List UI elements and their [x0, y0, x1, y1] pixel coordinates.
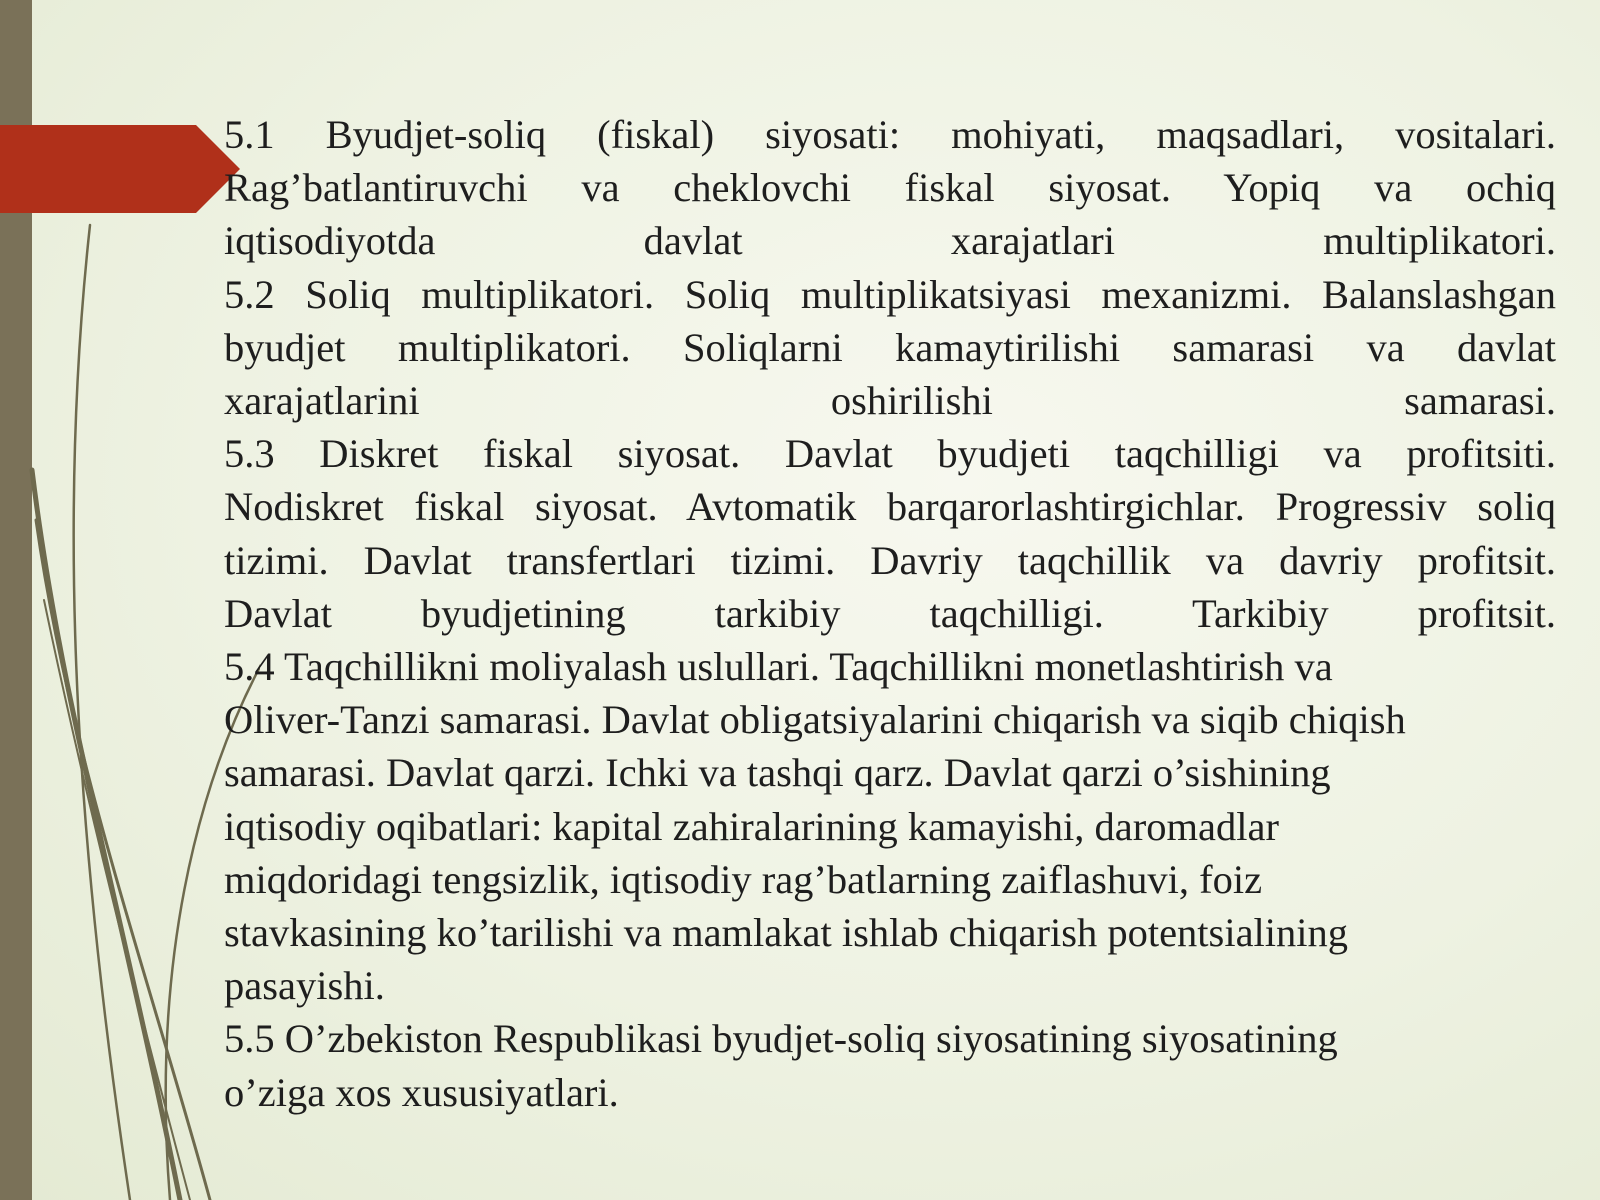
paragraph-5-1	[224, 108, 1556, 268]
text-line: Davlat byudjetining tarkibiy taqchilligi. Tarkibiy profitsit.	[224, 590, 1556, 636]
text-line: byudjet multiplikatori. Soliqlarni kamaytirilishi samarasi va davlat	[224, 324, 1556, 370]
text-line: pasayishi.	[224, 963, 385, 1009]
text-line: miqdoridagi tengsizlik, iqtisodiy rag’batlarning zaiflashuvi, foiz	[224, 856, 1263, 902]
red-arrow-shape	[0, 125, 240, 213]
text-line: iqtisodiy oqibatlari: kapital zahiralarining kamayishi, daromadlar	[224, 803, 1279, 849]
stem-2	[36, 520, 210, 1200]
text-line: 5.5 O’zbekiston Respublikasi byudjet-soliq siyosatining siyosatining	[224, 1016, 1338, 1062]
paragraph-5-2	[224, 268, 1556, 428]
text-line: 5.4 Taqchillikni moliyalash uslullari. Taqchillikni monetlashtirish va	[224, 644, 1333, 690]
paragraph-5-4	[224, 640, 1556, 1012]
text-line: 5.2 Soliq multiplikatori. Soliq multiplikatsiyasi mexanizmi. Balanslashgan	[224, 271, 1556, 317]
paragraph-5-3	[224, 427, 1556, 640]
text-line: xarajatlarini oshirilishi samarasi.	[224, 378, 1556, 424]
text-line: Rag’batlantiruvchi va cheklovchi fiskal siyosat. Yopiq va ochiq	[224, 165, 1556, 211]
paragraph-5-5	[224, 1012, 1556, 1118]
slide-body-text	[224, 108, 1556, 1119]
text-line: 5.1 Byudjet-soliq (fiskal) siyosati: mohiyati, maqsadlari, vositalari.	[224, 112, 1556, 157]
text-line: o’ziga xos xususiyatlari.	[224, 1069, 619, 1115]
text-line: Nodiskret fiskal siyosat. Avtomatik barqarorlashtirgichlar. Progressiv soliq	[224, 484, 1556, 530]
stem-1	[32, 470, 180, 1200]
text-line: 5.3 Diskret fiskal siyosat. Davlat byudjeti taqchilligi va profitsiti.	[224, 431, 1556, 477]
text-line: samarasi. Davlat qarzi. Ichki va tashqi qarz. Davlat qarzi o’sishining	[224, 750, 1331, 796]
text-line: Oliver-Tanzi samarasi. Davlat obligatsiyalarini chiqarish va siqib chiqish	[224, 697, 1406, 743]
text-line: iqtisodiyotda davlat xarajatlari multiplikatori.	[224, 218, 1556, 264]
text-line: tizimi. Davlat transfertlari tizimi. Davriy taqchillik va davriy profitsit.	[224, 537, 1556, 583]
text-line: stavkasining ko’tarilishi va mamlakat ishlab chiqarish potentsialining	[224, 910, 1349, 956]
stem-3	[74, 225, 130, 1200]
